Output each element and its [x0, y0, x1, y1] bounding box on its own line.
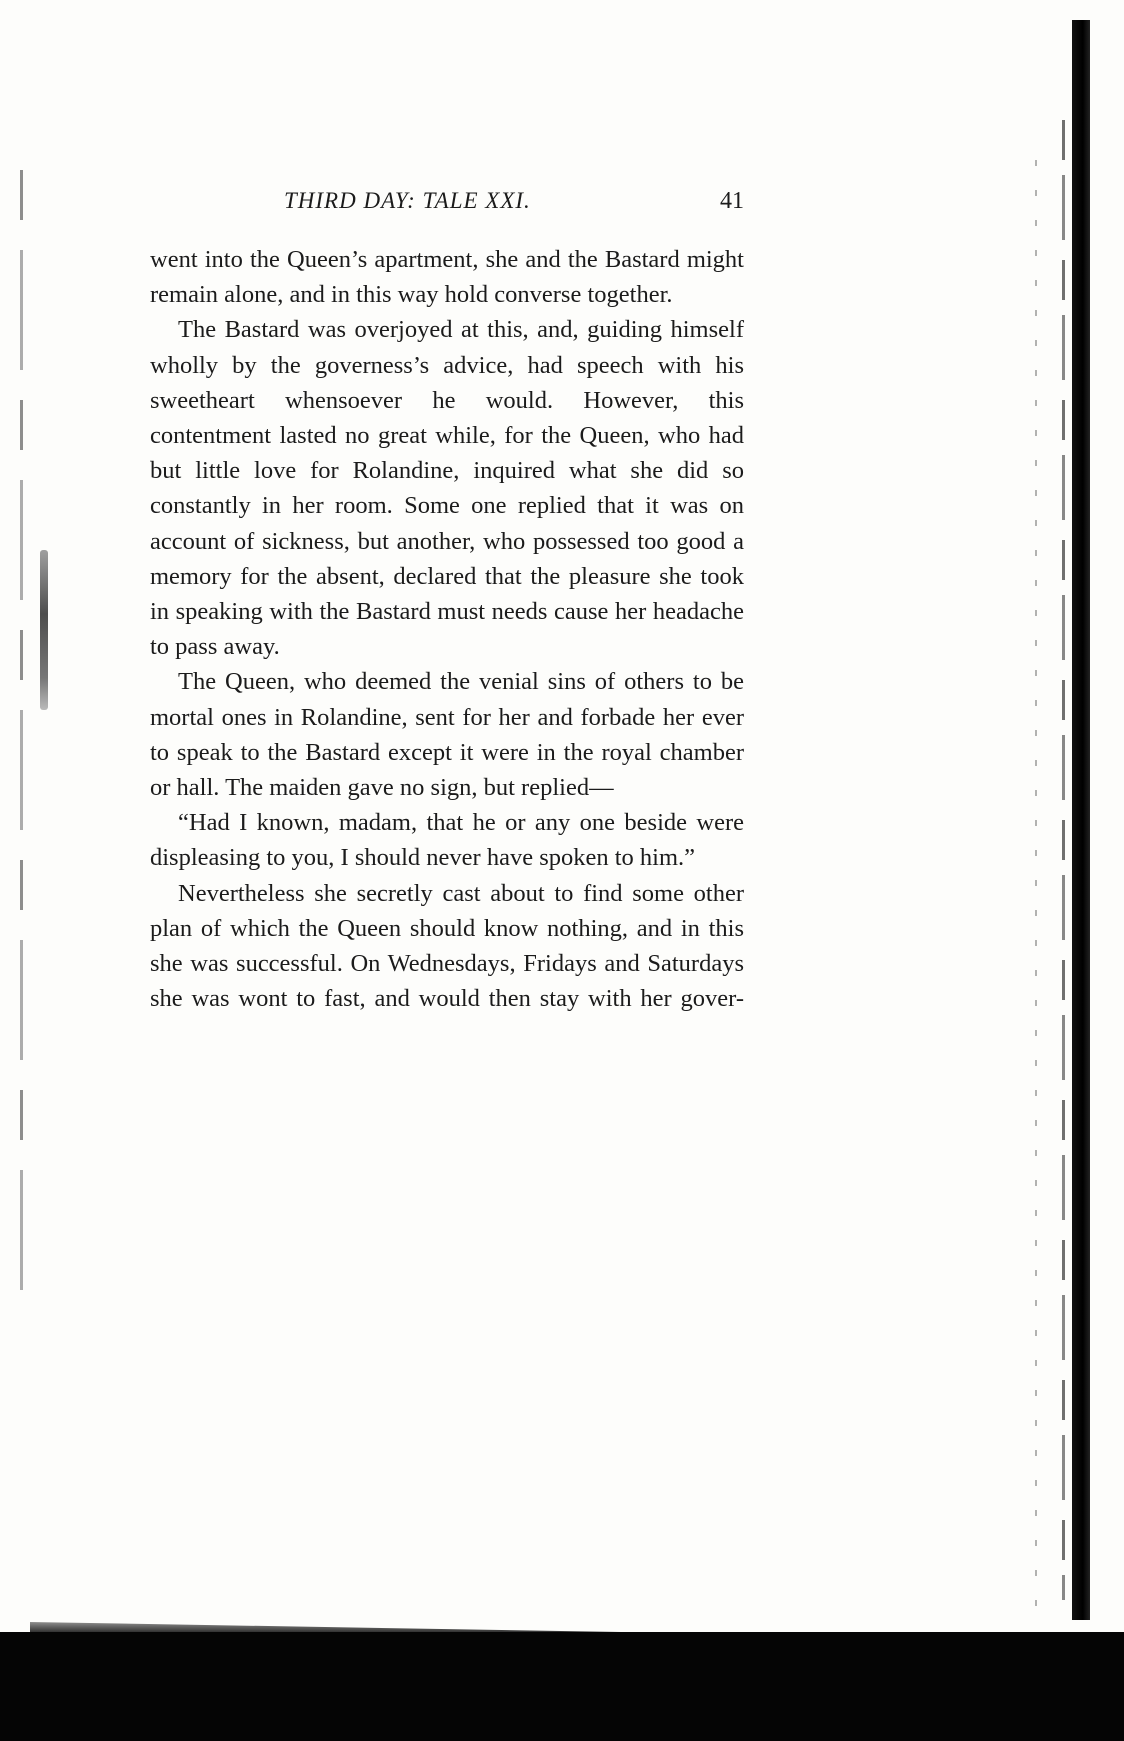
paragraph-5: Nevertheless she secretly cast about to find some other plan of which the Queen should know nothing, and in this she was successful. On Wednesdays, Fridays and Saturdays she was wont to fast, and would then stay with her gover- — [150, 879, 744, 1013]
paragraph-2: The Bastard was overjoyed at this, and, guiding himself wholly by the governess’s advice, had speech with his sweetheart whensoever he would. However, this contentment lasted no great while, for the Queen, who had but little love for Rolandine, inquired what she did so constantly in her room. Some one replied that it was on account of sickness, but another, who possessed too good a memory for the absent, declared that the pleasure she took in speaking with the Bastard must needs cause her headache to pass away. — [150, 316, 744, 661]
scan-edge-bottom — [0, 1632, 1124, 1741]
scan-edge-left — [20, 170, 23, 1310]
body-text — [150, 242, 744, 1016]
paragraph-3: The Queen, who deemed the venial sins of others to be mortal ones in Rolandine, sent for her and forbade her ever to speak to the Bastard except it were in the royal chamber or hall. The maiden gave no sign, but replied— — [150, 668, 744, 802]
running-head — [150, 188, 744, 222]
scan-edge-right-dots — [1035, 160, 1037, 1610]
scan-edge-right-streak — [1062, 120, 1065, 1600]
scan-edge-left-blot — [40, 550, 48, 710]
paragraph-1: went into the Queen’s apartment, she and the Bastard might remain alone, and in this way hold converse together. — [150, 246, 744, 309]
paragraph-4: “Had I known, madam, that he or any one beside were displeasing to you, I should never have spoken to him.” — [150, 809, 744, 872]
page-number: 41 — [720, 188, 744, 214]
running-head-title: THIRD DAY: TALE XXI. — [284, 188, 531, 213]
scan-edge-right — [1072, 20, 1090, 1620]
